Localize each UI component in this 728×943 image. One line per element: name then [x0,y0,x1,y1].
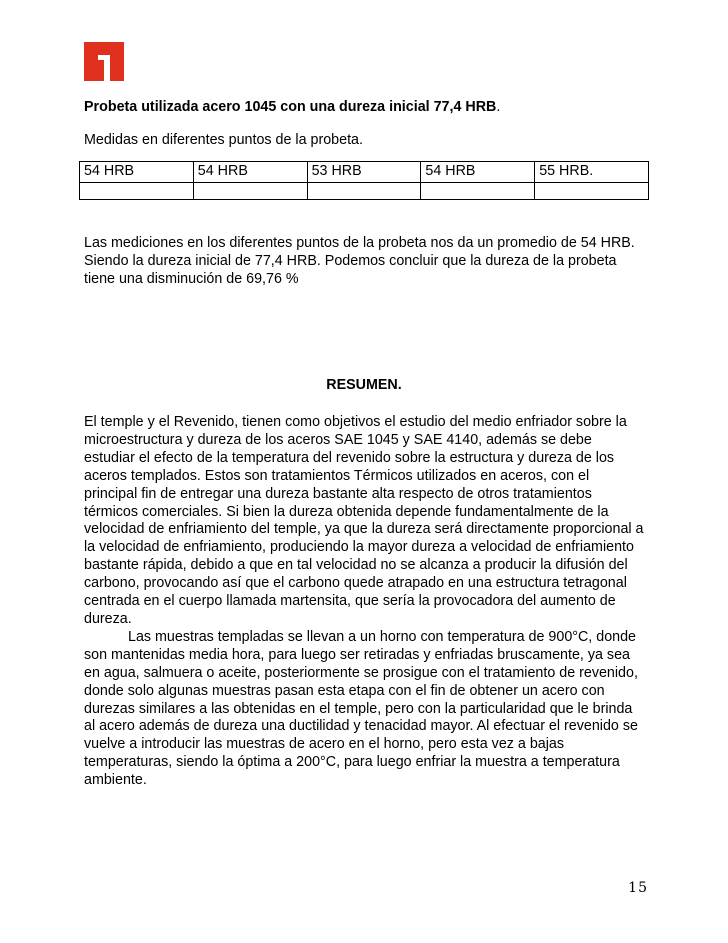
summary-paragraph-2 [84,629,654,790]
text-line: la velocidad de enfriamiento, produciendo la mayor dureza a velocidad de enfriamiento [84,539,634,556]
text-line: carbono, provocando así que el carbono quede atrapado en una estructura tetragonal [84,575,627,592]
text-line: estudiar el efecto de la temperatura del revenido sobre la estructura y dureza de los [84,449,615,466]
text-line-indented: Las muestras templadas se llevan a un horno con temperatura de 900°C, donde [128,628,637,645]
measures-caption: Medidas en diferentes puntos de la probeta. [84,132,363,148]
specimen-line [84,98,500,116]
conclusion-line-3: tiene una disminución de 69,76 % [84,271,299,287]
table-cell: 54 HRB [193,162,307,183]
text-line: térmicos comerciales. Si bien la dureza obtenida depende fundamentalmente de la [84,503,609,520]
text-line: bastante rápida, debido a que en tal velocidad no se alcanza a producir la difusión del [84,557,628,574]
table-cell-empty [535,183,649,200]
table-row [80,162,649,183]
text-line: al acero además de dureza una ductilidad y tenacidad mayor. Al efectuar el revenido se [84,718,638,735]
text-line: ambiente. [84,772,147,789]
measures-table [79,161,649,200]
text-line: aceros templados. Estos son tratamientos Térmicos utilizados en aceros, con el [84,467,590,484]
text-line: en agua, salmuera o aceite, posteriormente se prosigue con el tratamiento de revenido, [84,664,638,681]
text-line [84,629,654,647]
text-line: microestructura y dureza de los aceros SAE 1045 y SAE 4140, además se debe [84,431,592,448]
table-cell: 54 HRB [421,162,535,183]
table-cell-empty [421,183,535,200]
summary-body [84,414,654,790]
text-line: principal fin de entregar una dureza bastante alta respecto de otros tratamientos [84,485,592,502]
text-line: dureza. [84,610,132,627]
table-cell: 53 HRB [307,162,421,183]
conclusion-line-2: Siendo la dureza inicial de 77,4 HRB. Podemos concluir que la dureza de la probeta [84,253,617,269]
text-line: temperaturas, siendo la óptima a 200°C, para luego enfriar la muestra a temperatura [84,754,620,771]
text-line: durezas similares a las obtenidas en el temple, pero con la particularidad que le brinda [84,700,633,717]
specimen-line-end: . [496,99,501,115]
text-line: velocidad de enfriamiento del temple, ya que la dureza será directamente proporcional a [84,521,644,538]
table-cell: 54 HRB [80,162,194,183]
text-line: vuelve a introducir las muestras de acero en el horno, pero esta vez a bajas [84,736,565,753]
table-row-empty [80,183,649,200]
table-cell: 55 HRB. [535,162,649,183]
text-line: El temple y el Revenido, tienen como objetivos el estudio del medio enfriador sobre la [84,414,627,430]
table-cell-empty [80,183,194,200]
text-line: donde solo algunas muestras pasan esta etapa con el fin de obtener un acero con [84,682,605,699]
table-cell-empty [307,183,421,200]
specimen-line-bold: Probeta utilizada acero 1045 con una dureza inicial 77,4 HRB [84,99,497,115]
table-cell-empty [193,183,307,200]
red-logo-icon [84,42,124,81]
summary-paragraph-1 [84,414,654,629]
page-number: 15 [628,880,648,896]
summary-title: RESUMEN. [326,377,402,393]
text-line: centrada en el cuerpo llamada martensita, que sería la provocadora del aumento de [84,593,616,610]
conclusion-line-1: Las mediciones en los diferentes puntos de la probeta nos da un promedio de 54 HRB. [84,235,635,251]
text-line: son mantenidas media hora, para luego ser retiradas y enfriadas bruscamente, ya sea [84,646,630,663]
